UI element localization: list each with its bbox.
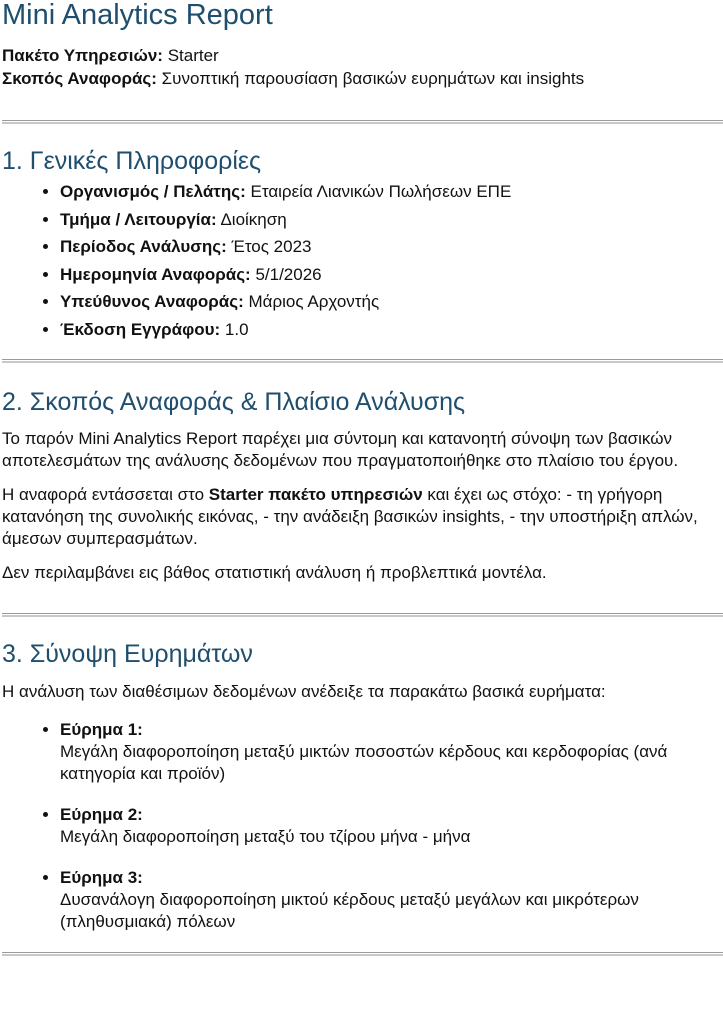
list-item — [60, 261, 723, 289]
info-value: Μάριος Αρχοντής — [248, 292, 380, 311]
divider — [2, 359, 723, 363]
list-item — [60, 804, 723, 848]
finding-title: • Εύρημα 2: — [60, 805, 143, 824]
section-2-paragraph-3: Δεν περιλαμβάνει εις βάθος στατιστική ανάλυση ή προβλεπτικά μοντέλα. — [2, 563, 547, 582]
list-item — [60, 316, 723, 344]
list-item — [60, 288, 723, 316]
section-3-intro: Η ανάλυση των διαθέσιμων δεδομένων ανέδειξε τα παρακάτω βασικά ευρήματα: — [2, 682, 606, 701]
meta-package-label: Πακέτο Υπηρεσιών: — [2, 46, 163, 65]
meta-package — [2, 44, 723, 67]
info-value: 1.0 — [224, 319, 249, 339]
list-item — [60, 206, 723, 234]
info-label: Περίοδος Ανάλυσης: — [60, 237, 227, 256]
section-2-heading: 2. Σκοπός Αναφοράς & Πλαίσιο Ανάλυσης — [2, 388, 466, 416]
info-label: Οργανισμός / Πελάτης: — [60, 182, 246, 201]
info-label: Υπεύθυνος Αναφοράς: — [60, 292, 244, 311]
finding-body: Μεγάλη διαφοροποίηση μεταξύ μικτών ποσοστών κέρδους και κερδοφορίας (ανά κατηγορία και προϊόν) — [60, 742, 668, 783]
general-info-list — [2, 178, 723, 343]
finding-body: Δυσανάλογη διαφοροποίηση μικτού κέρδους μεταξύ μεγάλων και μικρότερων (πληθυσμιακά) πόλεων — [60, 890, 639, 931]
info-value: 5/1/2026 — [255, 264, 322, 284]
divider — [2, 952, 723, 956]
report-meta — [2, 44, 723, 90]
section-2-paragraph-2 — [2, 484, 723, 550]
finding-title: • Εύρημα 1: — [60, 720, 143, 739]
divider — [2, 120, 723, 124]
meta-package-value: Starter — [167, 46, 219, 65]
findings-list — [2, 719, 723, 933]
list-item — [60, 719, 723, 785]
meta-purpose-label: Σκοπός Αναφοράς: — [2, 69, 157, 88]
info-value: Έτος 2023 — [231, 237, 312, 256]
meta-purpose — [2, 67, 723, 90]
divider — [2, 613, 723, 617]
finding-title: • Εύρημα 3: — [60, 868, 143, 887]
info-value: Εταιρεία Λιανικών Πωλήσεων ΕΠΕ — [250, 182, 512, 201]
info-value: Διοίκηση — [220, 209, 287, 229]
page-title: Mini Analytics Report — [2, 0, 273, 31]
section-3-heading: 3. Σύνοψη Ευρημάτων — [2, 640, 253, 668]
info-label: Τμήμα / Λειτουργία: — [60, 209, 217, 229]
section-1-heading: 1. Γενικές Πληροφορίες — [2, 147, 262, 175]
meta-purpose-value: Συνοπτική παρουσίαση βασικών ευρημάτων και insights — [161, 69, 585, 88]
paragraph-text: Η αναφορά εντάσσεται στο — [2, 485, 209, 504]
list-item — [60, 233, 723, 261]
info-label: Ημερομηνία Αναφοράς: — [60, 264, 251, 284]
section-2-paragraph-1: Το παρόν Mini Analytics Report παρέχει μια σύντομη και κατανοητή σύνοψη των βασικών αποτελεσμάτων της ανάλυσης δεδομένων που πραγματοποιήθηκε στο πλαίσιο του έργου. — [2, 429, 679, 470]
list-item — [60, 867, 723, 933]
finding-body: Μεγάλη διαφοροποίηση μεταξύ του τζίρου μήνα - μήνα — [60, 827, 471, 846]
paragraph-bold-text: Starter πακέτο υπηρεσιών — [208, 485, 423, 504]
list-item — [60, 178, 723, 206]
paragraph-text: και έχει ως στόχο: - τη γρήγορη κατανόηση της συνολικής εικόνας, - την ανάδειξη βασικών insights, - την υποστήριξη απλών, άμεσων συμπερασμάτων. — [2, 485, 698, 548]
info-label: Έκδοση Εγγράφου: — [60, 319, 221, 339]
